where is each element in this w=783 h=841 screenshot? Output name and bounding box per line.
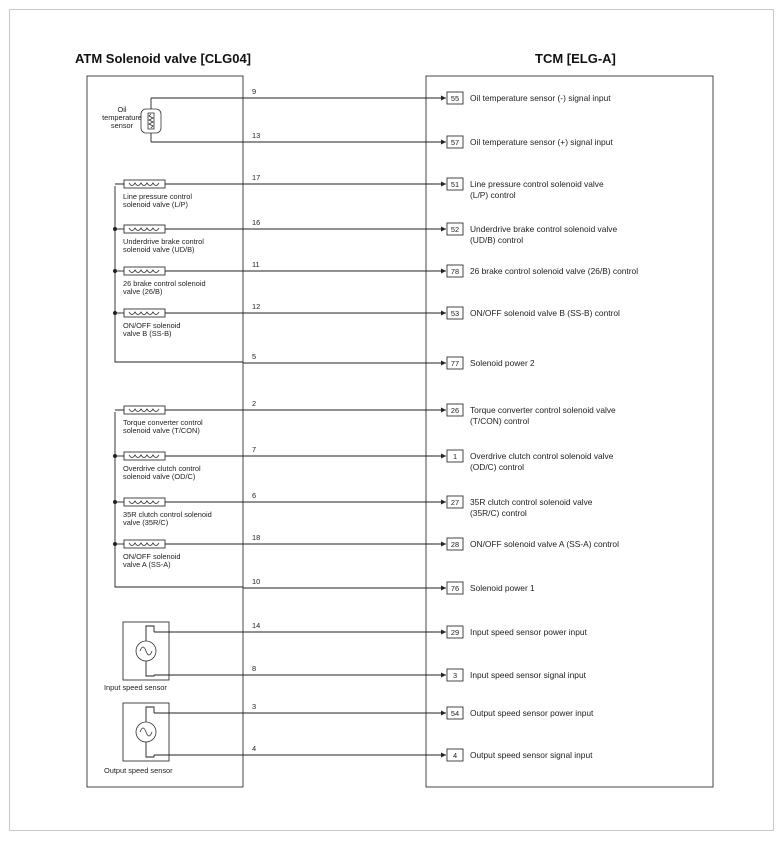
junction-dot xyxy=(113,227,117,231)
atm-pin-number: 4 xyxy=(252,744,257,753)
junction-dot xyxy=(113,500,117,504)
signal-label: 26 brake control solenoid valve (26/B) control xyxy=(470,266,639,276)
tcm-pin-number: 57 xyxy=(450,138,460,147)
tcm-pin-number: 78 xyxy=(450,267,460,276)
atm-pin-number: 18 xyxy=(252,533,261,542)
junction-dot xyxy=(113,311,117,315)
tcm-pin-number: 27 xyxy=(450,498,460,507)
signal-label: Oil temperature sensor (+) signal input xyxy=(470,137,613,147)
tcm-pin-number: 28 xyxy=(450,540,460,549)
solenoid-label: Overdrive clutch control xyxy=(123,464,201,473)
tcm-pin-number: 51 xyxy=(450,180,460,189)
tcm-pin-number: 4 xyxy=(452,751,458,760)
atm-pin-number: 7 xyxy=(252,445,257,454)
atm-pin-number: 6 xyxy=(252,491,257,500)
signal-label: Input speed sensor signal input xyxy=(470,670,586,680)
atm-pin-number: 12 xyxy=(252,302,261,311)
tcm-title: TCM [ELG-A] xyxy=(535,51,616,66)
junction-dot xyxy=(113,454,117,458)
solenoid-label: valve A (SS-A) xyxy=(123,560,171,569)
solenoid-label: 35R clutch control solenoid xyxy=(123,510,212,519)
solenoid-label: Line pressure control xyxy=(123,192,193,201)
atm-pin-number: 8 xyxy=(252,664,257,673)
atm-pin-number: 2 xyxy=(252,399,257,408)
tcm-pin-number: 3 xyxy=(452,671,458,680)
oil-sensor-label-3: sensor xyxy=(110,121,134,130)
tcm-pin-number: 55 xyxy=(450,94,460,103)
solenoid-label: valve (26/B) xyxy=(123,287,163,296)
solenoid-label: ON/OFF solenoid xyxy=(123,321,181,330)
tcm-pin-number: 54 xyxy=(450,709,460,718)
signal-label: (OD/C) control xyxy=(470,462,524,472)
atm-pin-number: 5 xyxy=(252,352,257,361)
junction-dot xyxy=(113,269,117,273)
signal-label: (UD/B) control xyxy=(470,235,524,245)
solenoid-label: valve B (SS-B) xyxy=(123,329,172,338)
signal-label: Torque converter control solenoid valve xyxy=(470,405,616,415)
speed-sensor-label: Input speed sensor xyxy=(104,683,167,692)
signal-label: (35R/C) control xyxy=(470,508,527,518)
tcm-pin-number: 76 xyxy=(450,584,460,593)
solenoid-label: valve (35R/C) xyxy=(123,518,169,527)
tcm-pin-number: 77 xyxy=(450,359,460,368)
oil-sensor-label-1: Oil xyxy=(117,105,127,114)
solenoid-label: solenoid valve (UD/B) xyxy=(123,245,195,254)
atm-pin-number: 3 xyxy=(252,702,257,711)
solenoid-label: solenoid valve (L/P) xyxy=(123,200,188,209)
tcm-pin-number: 53 xyxy=(450,309,460,318)
atm-pin-number: 13 xyxy=(252,131,261,140)
solenoid-label: solenoid valve (T/CON) xyxy=(123,426,200,435)
signal-label: ON/OFF solenoid valve B (SS-B) control xyxy=(470,308,620,318)
signal-label: Input speed sensor power input xyxy=(470,627,587,637)
atm-title: ATM Solenoid valve [CLG04] xyxy=(75,51,252,66)
solenoid-label: 26 brake control solenoid xyxy=(123,279,206,288)
signal-label: 35R clutch control solenoid valve xyxy=(470,497,593,507)
atm-pin-number: 10 xyxy=(252,577,261,586)
signal-label: ON/OFF solenoid valve A (SS-A) control xyxy=(470,539,619,549)
signal-label: Solenoid power 2 xyxy=(470,358,535,368)
atm-pin-number: 9 xyxy=(252,87,257,96)
signal-label: Output speed sensor power input xyxy=(470,708,594,718)
solenoid-label: Torque converter control xyxy=(123,418,203,427)
solenoid-label: solenoid valve (OD/C) xyxy=(123,472,196,481)
signal-label: (T/CON) control xyxy=(470,416,530,426)
speed-sensor-label: Output speed sensor xyxy=(104,766,173,775)
tcm-pin-number: 52 xyxy=(450,225,460,234)
junction-dot xyxy=(113,542,117,546)
atm-pin-number: 11 xyxy=(252,260,260,269)
solenoid-label: Underdrive brake control xyxy=(123,237,204,246)
tcm-pin-number: 26 xyxy=(450,406,460,415)
signal-label: Overdrive clutch control solenoid valve xyxy=(470,451,614,461)
signal-label: (L/P) control xyxy=(470,190,516,200)
signal-label: Underdrive brake control solenoid valve xyxy=(470,224,618,234)
signal-label: Output speed sensor signal input xyxy=(470,750,593,760)
atm-pin-number: 17 xyxy=(252,173,261,182)
tcm-pin-number: 1 xyxy=(452,452,458,461)
tcm-pin-number: 29 xyxy=(450,628,460,637)
oil-sensor-label-2: temperature xyxy=(102,113,142,122)
signal-label: Line pressure control solenoid valve xyxy=(470,179,604,189)
solenoid-label: ON/OFF solenoid xyxy=(123,552,181,561)
signal-label: Solenoid power 1 xyxy=(470,583,535,593)
atm-pin-number: 16 xyxy=(252,218,261,227)
signal-label: Oil temperature sensor (-) signal input xyxy=(470,93,611,103)
atm-pin-number: 14 xyxy=(252,621,261,630)
